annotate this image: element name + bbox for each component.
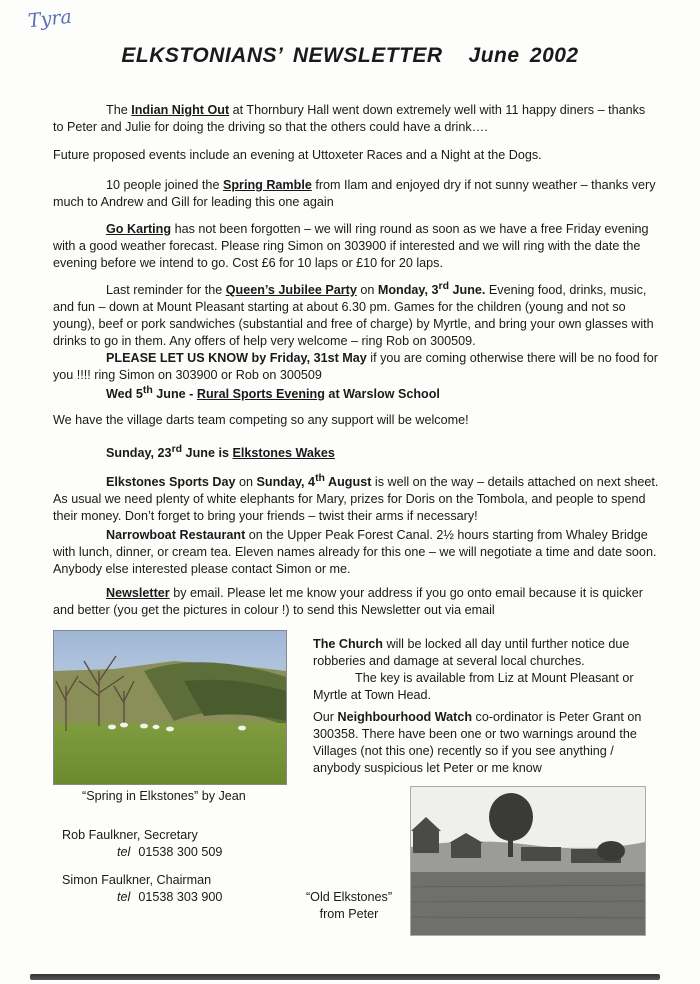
jubilee-heading: Queen’s Jubilee Party — [225, 283, 357, 298]
narrowboat-heading: Narrowboat Restaurant — [106, 528, 246, 542]
old-village-image — [411, 787, 645, 935]
contact-secretary — [62, 827, 222, 861]
rural-sports-heading: Rural Sports Evening — [196, 387, 325, 402]
neighbourhood-watch-heading: Neighbourhood Watch — [337, 710, 473, 724]
go-karting-heading: Go Karting — [106, 222, 172, 236]
caption-spring: “Spring in Elkstones” by Jean — [82, 789, 246, 803]
paragraph-narrowboat: Narrowboat Restaurant on the Upper Peak Forest Canal. 2½ hours starting from Whaley Bridge with lunch, dinner, or cream tea. Eleven names already for this one – we will negotiate a time and date soon. Anybody else interested please contact Simon or me. — [53, 528, 657, 576]
paragraph-jubilee: Last reminder for the Queen’s Jubilee Party on Monday, 3rd June. Evening food, drinks, music, and fun – down at Mount Pleasant starting at about 6.30 pm. Games for the children (young and not so young), beef or pork sandwiches (substantial and free of charge) by Myrtle, and bring your own glasses with drinks to go in them. Any offers of help very welcome – ring Rob on 300509. PLEASE LET US KNOW by Friday, 31st May if you are coming otherwise there will be no food for you !!!! ring Simon on 303900 or Rob on 300509 — [53, 280, 659, 383]
paragraph-spring-ramble: 10 people joined the Spring Ramble from Ilam and enjoyed dry if not sunny weather – thanks very much to Andrew and Gill for leading this one again — [53, 178, 656, 209]
indian-night-heading: Indian Night Out — [131, 103, 230, 117]
caption-old-elkstones: “Old Elkstones” from Peter — [305, 890, 393, 921]
contact-chairman — [62, 872, 222, 906]
paragraph-rural-sports: Wed 5th June - Rural Sports Evening at Warslow School — [106, 384, 440, 402]
newsletter-title — [0, 44, 700, 68]
photo-old-elkstones — [410, 786, 646, 936]
paragraph-darts: We have the village darts team competing so any support will be welcome! — [53, 413, 469, 427]
title-text: ELKSTONIANS’ NEWSLETTER — [121, 44, 443, 67]
contact-phone: tel 01538 300 509 — [117, 845, 223, 859]
landscape-image — [54, 631, 286, 784]
paragraph-indian-night: The Indian Night Out at Thornbury Hall went down extremely well with 11 happy diners – thanks to Peter and Julie for doing the driving so that the others could have a drink…. — [53, 103, 646, 134]
contact-name: Simon Faulkner, Chairman — [62, 873, 212, 887]
paragraph-church: The Church will be locked all day until further notice due robberies and damage at several local churches. The key is available from Liz at Mount Pleasant or Myrtle at Town Head. — [313, 637, 634, 702]
title-date: June 2002 — [468, 44, 579, 67]
rsvp-notice: PLEASE LET US KNOW by Friday, 31st May — [106, 351, 367, 366]
handwritten-note: Tyra — [26, 5, 73, 33]
paragraph-neighbourhood-watch: Our Neighbourhood Watch co-ordinator is Peter Grant on 300358. There have been one or two warnings around the Villages (not this one) recently so if you see anything / anybody suspicious let Peter or me know — [313, 710, 642, 775]
paragraph-wakes: Sunday, 23rd June is Elkstones Wakes — [106, 443, 335, 461]
sports-day-heading: Elkstones Sports Day — [106, 475, 236, 490]
spring-ramble-heading: Spring Ramble — [222, 178, 312, 192]
bottom-rule — [30, 974, 660, 980]
church-heading: The Church — [313, 637, 383, 651]
photo-spring-in-elkstones — [53, 630, 287, 785]
paragraph-sports-day: Elkstones Sports Day on Sunday, 4th August is well on the way – details attached on next sheet. As usual we need plenty of white elephants for Mary, prizes for Doris on the Tombola, and people to spend their money. Don’t forget to bring your friends – twist their arms if necessary! — [53, 472, 659, 524]
paragraph-future-events: Future proposed events include an evening at Uttoxeter Races and a Night at the Dogs. — [53, 148, 542, 162]
newsletter-heading: Newsletter — [106, 586, 170, 600]
paragraph-newsletter-email: Newsletter by email. Please let me know your address if you go onto email because it is quicker and better (you get the pictures in colour !) to send this Newsletter out via email — [53, 586, 643, 617]
contact-phone: tel 01538 303 900 — [117, 890, 223, 904]
paragraph-go-karting: Go Karting has not been forgotten – we will ring round as soon as we have a free Friday evening with a good weather forecast. Please ring Simon on 303900 if interested and we will ring with the date the evening before we intend to go. Cost £6 for 10 laps or £10 for 20 laps. — [53, 222, 649, 270]
contact-name: Rob Faulkner, Secretary — [62, 828, 198, 842]
wakes-heading: Elkstones Wakes — [232, 446, 335, 461]
